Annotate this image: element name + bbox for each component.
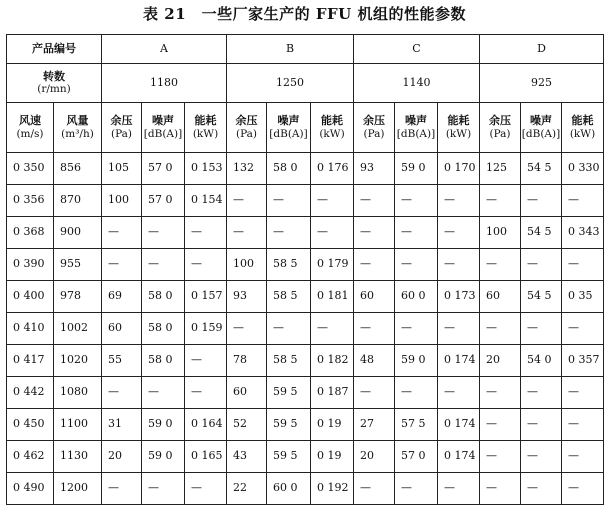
- noise-cell: 58 0: [267, 153, 311, 185]
- noise-cell: —: [521, 249, 562, 281]
- pressure-cell: —: [480, 441, 521, 473]
- speed-d: 925: [480, 64, 604, 103]
- air-volume-cell: 900: [54, 217, 102, 249]
- speed-a: 1180: [102, 64, 227, 103]
- noise-cell: —: [142, 377, 185, 409]
- air-volume-cell: 870: [54, 185, 102, 217]
- brand-c: C: [354, 35, 480, 64]
- pressure-cell: 100: [102, 185, 142, 217]
- pressure-header-a: [102, 103, 142, 153]
- pressure-cell: 69: [102, 281, 142, 313]
- pressure-cell: 125: [480, 153, 521, 185]
- noise-cell: 57 0: [395, 441, 438, 473]
- speed-c: 1140: [354, 64, 480, 103]
- noise-header-b: [267, 103, 311, 153]
- noise-cell: —: [267, 313, 311, 345]
- power-cell: —: [185, 473, 227, 505]
- noise-cell: 58 5: [267, 345, 311, 377]
- air-velocity-cell: 0 350: [7, 153, 54, 185]
- noise-cell: 59 0: [395, 345, 438, 377]
- noise-cell: 57 5: [395, 409, 438, 441]
- noise-label-b: 噪声: [277, 114, 300, 128]
- air-velocity-cell: 0 462: [7, 441, 54, 473]
- noise-cell: —: [395, 217, 438, 249]
- power-cell: 0 179: [311, 249, 354, 281]
- power-unit-c: (kW): [445, 127, 472, 140]
- power-cell: —: [311, 185, 354, 217]
- power-cell: —: [438, 185, 480, 217]
- power-cell: —: [185, 217, 227, 249]
- pressure-cell: —: [480, 313, 521, 345]
- table-row: [7, 473, 604, 505]
- noise-cell: —: [395, 185, 438, 217]
- pressure-unit-a: (Pa): [110, 127, 133, 140]
- table-caption: 表 21 一些厂家生产的 FFU 机组的性能参数: [143, 5, 466, 23]
- power-cell: 0 192: [311, 473, 354, 505]
- air-volume-header: [54, 103, 102, 153]
- power-cell: —: [562, 473, 604, 505]
- air-velocity-cell: 0 400: [7, 281, 54, 313]
- power-cell: 0 19: [311, 409, 354, 441]
- power-label-c: 能耗: [447, 114, 470, 128]
- power-cell: —: [562, 185, 604, 217]
- brand-b: B: [227, 35, 354, 64]
- pressure-cell: —: [227, 313, 267, 345]
- power-cell: —: [438, 249, 480, 281]
- noise-cell: 60 0: [395, 281, 438, 313]
- noise-cell: —: [395, 377, 438, 409]
- noise-cell: 58 0: [142, 345, 185, 377]
- pressure-cell: 60: [480, 281, 521, 313]
- noise-cell: —: [142, 217, 185, 249]
- header-row-brand: [7, 35, 604, 64]
- pressure-label-a: 余压: [110, 114, 133, 128]
- power-cell: 0 174: [438, 441, 480, 473]
- noise-label-a: 噪声: [152, 114, 174, 128]
- pressure-cell: 31: [102, 409, 142, 441]
- pressure-cell: —: [354, 217, 395, 249]
- air-volume-cell: 1130: [54, 441, 102, 473]
- noise-cell: 58 5: [267, 249, 311, 281]
- pressure-cell: —: [102, 249, 142, 281]
- pressure-cell: 27: [354, 409, 395, 441]
- table-row: [7, 249, 604, 281]
- pressure-cell: 43: [227, 441, 267, 473]
- noise-cell: 58 0: [142, 313, 185, 345]
- noise-label-c: 噪声: [405, 114, 427, 128]
- air-volume-cell: 1020: [54, 345, 102, 377]
- power-header-d: [562, 103, 604, 153]
- pressure-unit-c: (Pa): [363, 127, 385, 140]
- air-velocity-header: [7, 103, 54, 153]
- table-row: [7, 345, 604, 377]
- air-velocity-cell: 0 368: [7, 217, 54, 249]
- noise-unit-a: [dB(A)]: [143, 127, 183, 140]
- pressure-cell: 60: [102, 313, 142, 345]
- noise-cell: 60 0: [267, 473, 311, 505]
- header-row-speed: [7, 64, 604, 103]
- power-cell: —: [185, 249, 227, 281]
- power-cell: 0 154: [185, 185, 227, 217]
- pressure-cell: —: [480, 249, 521, 281]
- pressure-cell: 52: [227, 409, 267, 441]
- noise-cell: 59 5: [267, 377, 311, 409]
- power-cell: 0 182: [311, 345, 354, 377]
- pressure-cell: 22: [227, 473, 267, 505]
- pressure-cell: —: [102, 473, 142, 505]
- noise-unit-c: [dB(A)]: [396, 127, 436, 140]
- brand-d: D: [480, 35, 604, 64]
- power-cell: —: [562, 377, 604, 409]
- pressure-unit-b: (Pa): [235, 127, 258, 140]
- pressure-cell: —: [354, 249, 395, 281]
- air-volume-cell: 978: [54, 281, 102, 313]
- air-volume-unit: (m³/h): [61, 127, 94, 140]
- pressure-cell: 100: [480, 217, 521, 249]
- power-cell: —: [562, 249, 604, 281]
- power-cell: 0 174: [438, 345, 480, 377]
- noise-cell: 58 5: [267, 281, 311, 313]
- air-velocity-cell: 0 417: [7, 345, 54, 377]
- table-row: [7, 441, 604, 473]
- pressure-cell: 93: [227, 281, 267, 313]
- pressure-cell: 55: [102, 345, 142, 377]
- power-cell: 0 187: [311, 377, 354, 409]
- noise-cell: —: [395, 473, 438, 505]
- noise-cell: —: [521, 441, 562, 473]
- power-cell: 0 343: [562, 217, 604, 249]
- pressure-unit-d: (Pa): [489, 127, 511, 140]
- noise-header-d: [521, 103, 562, 153]
- pressure-cell: 78: [227, 345, 267, 377]
- air-volume-cell: 1100: [54, 409, 102, 441]
- pressure-cell: 93: [354, 153, 395, 185]
- pressure-header-b: [227, 103, 267, 153]
- power-cell: 0 176: [311, 153, 354, 185]
- noise-cell: 57 0: [142, 153, 185, 185]
- table-row: [7, 377, 604, 409]
- air-volume-cell: 1002: [54, 313, 102, 345]
- ffu-performance-table: [6, 34, 604, 505]
- noise-cell: —: [521, 473, 562, 505]
- pressure-cell: —: [354, 377, 395, 409]
- pressure-header-c: [354, 103, 395, 153]
- noise-cell: 54 5: [521, 217, 562, 249]
- noise-cell: —: [521, 377, 562, 409]
- pressure-cell: 60: [354, 281, 395, 313]
- noise-cell: —: [395, 313, 438, 345]
- noise-cell: 58 0: [142, 281, 185, 313]
- noise-cell: 57 0: [142, 185, 185, 217]
- noise-cell: —: [521, 409, 562, 441]
- air-velocity-cell: 0 450: [7, 409, 54, 441]
- air-velocity-cell: 0 410: [7, 313, 54, 345]
- air-volume-cell: 1200: [54, 473, 102, 505]
- power-cell: 0 159: [185, 313, 227, 345]
- table-row: [7, 281, 604, 313]
- power-header-c: [438, 103, 480, 153]
- power-cell: —: [311, 217, 354, 249]
- pressure-label-b: 余压: [235, 114, 258, 128]
- power-cell: 0 19: [311, 441, 354, 473]
- power-cell: 0 164: [185, 409, 227, 441]
- air-volume-cell: 955: [54, 249, 102, 281]
- pressure-cell: 20: [102, 441, 142, 473]
- noise-unit-d: [dB(A)]: [521, 127, 561, 140]
- power-cell: 0 170: [438, 153, 480, 185]
- power-cell: —: [562, 313, 604, 345]
- pressure-cell: —: [480, 377, 521, 409]
- air-volume-label: 风量: [66, 114, 89, 128]
- air-velocity-cell: 0 356: [7, 185, 54, 217]
- power-cell: —: [562, 441, 604, 473]
- table-row: [7, 217, 604, 249]
- noise-cell: —: [142, 249, 185, 281]
- power-cell: —: [562, 409, 604, 441]
- pressure-header-d: [480, 103, 521, 153]
- noise-cell: 59 0: [142, 441, 185, 473]
- power-cell: —: [438, 313, 480, 345]
- speed-label-cell: [7, 64, 102, 103]
- power-cell: 0 174: [438, 409, 480, 441]
- power-cell: 0 35: [562, 281, 604, 313]
- pressure-cell: 60: [227, 377, 267, 409]
- pressure-cell: —: [227, 185, 267, 217]
- speed-label: 转数: [43, 69, 65, 83]
- pressure-cell: —: [480, 473, 521, 505]
- noise-cell: —: [521, 313, 562, 345]
- table-row: [7, 153, 604, 185]
- noise-cell: —: [267, 185, 311, 217]
- pressure-cell: —: [354, 185, 395, 217]
- pressure-cell: 20: [354, 441, 395, 473]
- noise-cell: 59 0: [395, 153, 438, 185]
- air-velocity-unit: (m/s): [16, 127, 44, 140]
- power-label-d: 能耗: [571, 114, 594, 128]
- power-unit-d: (kW): [569, 127, 596, 140]
- power-cell: 0 165: [185, 441, 227, 473]
- pressure-cell: —: [480, 185, 521, 217]
- noise-unit-b: [dB(A)]: [269, 127, 308, 140]
- air-volume-cell: 1080: [54, 377, 102, 409]
- power-unit-a: (kW): [192, 127, 219, 140]
- pressure-cell: —: [354, 473, 395, 505]
- power-cell: —: [185, 377, 227, 409]
- noise-cell: 54 5: [521, 153, 562, 185]
- power-cell: 0 153: [185, 153, 227, 185]
- pressure-cell: 105: [102, 153, 142, 185]
- noise-cell: 59 0: [142, 409, 185, 441]
- power-cell: —: [311, 313, 354, 345]
- noise-cell: —: [267, 217, 311, 249]
- pressure-cell: —: [354, 313, 395, 345]
- power-cell: 0 173: [438, 281, 480, 313]
- air-velocity-cell: 0 442: [7, 377, 54, 409]
- noise-cell: 59 5: [267, 441, 311, 473]
- power-label-a: 能耗: [194, 114, 217, 128]
- power-cell: —: [438, 473, 480, 505]
- pressure-cell: 48: [354, 345, 395, 377]
- pressure-cell: —: [102, 377, 142, 409]
- power-cell: —: [185, 345, 227, 377]
- pressure-cell: 100: [227, 249, 267, 281]
- table-row: [7, 409, 604, 441]
- power-cell: 0 181: [311, 281, 354, 313]
- power-cell: 0 157: [185, 281, 227, 313]
- pressure-label-c: 余压: [363, 114, 385, 128]
- brand-a: A: [102, 35, 227, 64]
- pressure-cell: —: [102, 217, 142, 249]
- noise-cell: —: [142, 473, 185, 505]
- power-cell: 0 357: [562, 345, 604, 377]
- speed-b: 1250: [227, 64, 354, 103]
- noise-header-c: [395, 103, 438, 153]
- noise-cell: 59 5: [267, 409, 311, 441]
- power-header-b: [311, 103, 354, 153]
- noise-label-d: 噪声: [530, 114, 552, 128]
- product-code-label: 产品编号: [7, 35, 102, 64]
- pressure-cell: 20: [480, 345, 521, 377]
- air-volume-cell: 856: [54, 153, 102, 185]
- noise-cell: —: [521, 185, 562, 217]
- header-row-params: [7, 103, 604, 153]
- pressure-cell: —: [227, 217, 267, 249]
- power-cell: —: [438, 377, 480, 409]
- air-velocity-cell: 0 390: [7, 249, 54, 281]
- air-velocity-label: 风速: [19, 114, 41, 128]
- power-cell: 0 330: [562, 153, 604, 185]
- power-unit-b: (kW): [319, 127, 345, 140]
- power-cell: —: [438, 217, 480, 249]
- noise-cell: 54 0: [521, 345, 562, 377]
- table-row: [7, 185, 604, 217]
- power-label-b: 能耗: [321, 114, 343, 128]
- noise-cell: —: [395, 249, 438, 281]
- speed-unit: (r/mn): [37, 83, 71, 96]
- noise-header-a: [142, 103, 185, 153]
- noise-cell: 54 5: [521, 281, 562, 313]
- pressure-cell: 132: [227, 153, 267, 185]
- power-header-a: [185, 103, 227, 153]
- air-velocity-cell: 0 490: [7, 473, 54, 505]
- pressure-cell: —: [480, 409, 521, 441]
- table-row: [7, 313, 604, 345]
- pressure-label-d: 余压: [489, 114, 511, 128]
